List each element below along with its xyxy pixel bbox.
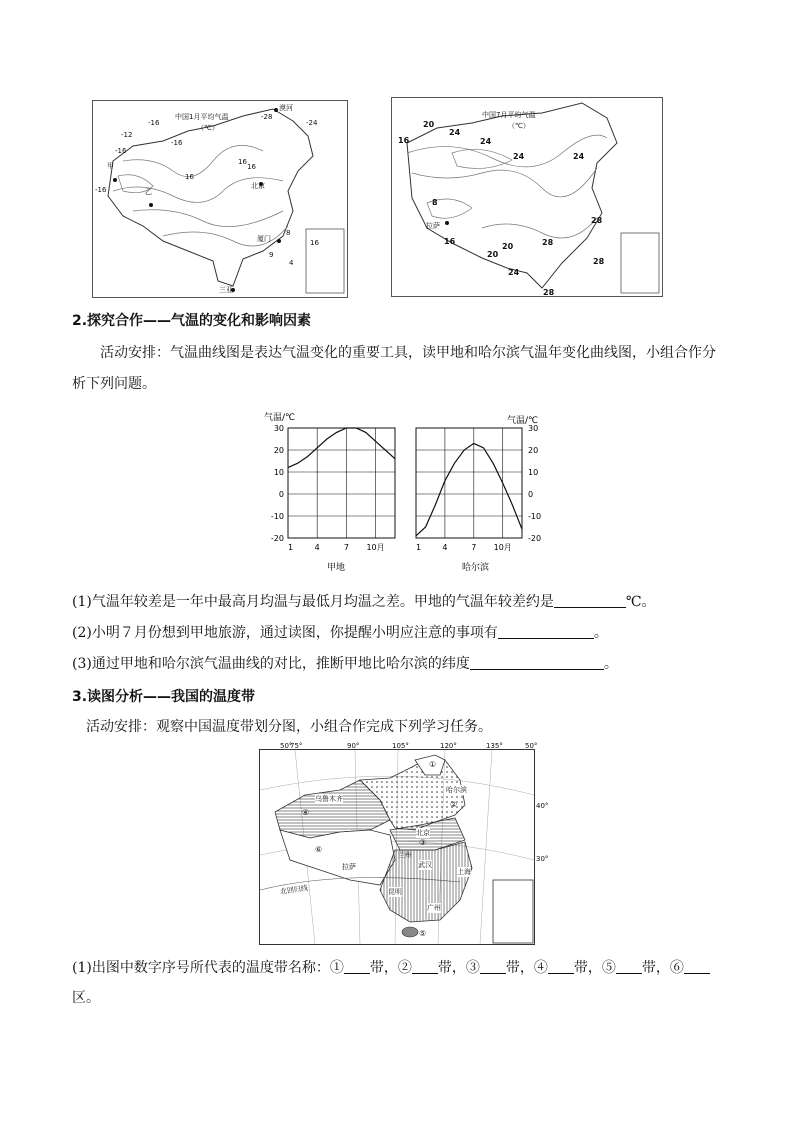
city-shanghai: 上海 xyxy=(457,868,471,876)
map-temperature-zones xyxy=(259,742,549,945)
chart1-ytick: -20 xyxy=(270,534,284,543)
label-16b: 16 xyxy=(185,173,194,181)
map-january xyxy=(92,100,348,298)
q1-text: (1)气温年较差是一年中最高月均温与最低月均温之差。甲地的气温年较差约是 xyxy=(72,594,554,610)
chart1-ytick: -10 xyxy=(270,512,284,521)
lasa-point xyxy=(445,221,449,225)
s3-q1-prefix: (1)出图中数字序号所代表的温度带名称：① xyxy=(72,960,344,976)
chart1-series-line xyxy=(288,428,395,468)
band-4: 带 xyxy=(573,960,588,976)
s3-q1-end: 区。 xyxy=(72,990,100,1006)
chart1-ytick: 0 xyxy=(278,490,284,499)
q3-line xyxy=(72,654,618,674)
q1-line xyxy=(72,592,656,612)
jul-20b: 20 xyxy=(502,242,514,251)
jul-16b: 16 xyxy=(444,237,456,246)
label-beijing: 北京 xyxy=(251,182,265,190)
label-16d: 16 xyxy=(310,239,319,247)
q2-text: (2)小明７月份想到甲地旅游，通过读图，你提醒小明应注意的事项有 xyxy=(72,625,498,641)
jul-20a: 20 xyxy=(423,120,435,129)
jul-28d: 28 xyxy=(543,288,555,297)
label-yi: 乙 xyxy=(145,188,152,196)
yi-point xyxy=(149,203,153,207)
label-16c: 16 xyxy=(238,158,247,166)
band-3: 带 xyxy=(505,960,520,976)
city-lasa: 拉萨 xyxy=(342,863,356,871)
jul-24b: 24 xyxy=(480,137,492,146)
chart1-xtick: 7 xyxy=(343,543,349,552)
lon-label-90: 90° xyxy=(347,742,360,750)
chart2-ytick: -20 xyxy=(528,534,542,543)
zone-num-4: ④ xyxy=(302,808,310,817)
jul-28b: 28 xyxy=(591,216,603,225)
section3-activity: 活动安排：观察中国温度带划分图，小组合作完成下列学习任务。 xyxy=(86,719,492,735)
n3: ③ xyxy=(465,960,480,976)
city-lanzhou: 兰州 xyxy=(398,851,412,859)
mohe-point xyxy=(274,108,278,112)
jul-lasa: 拉萨 xyxy=(426,222,440,230)
n6: ⑥ xyxy=(669,960,684,976)
jia-point xyxy=(113,178,117,182)
jul-24e: 24 xyxy=(508,268,520,277)
city-guangzhou: 广州 xyxy=(427,904,441,912)
section3-heading: 3.读图分析——我国的温度带 xyxy=(72,689,256,705)
label-n16c: -16 xyxy=(115,147,127,155)
jul-24c: 24 xyxy=(513,152,525,161)
zone-num-6: ⑥ xyxy=(315,845,323,854)
section2-activity-2: 析下列问题。 xyxy=(72,376,156,392)
lon-label-50: 50° xyxy=(280,742,293,750)
chart1-xtick: 10月 xyxy=(366,543,385,552)
label-n24: -24 xyxy=(306,119,318,127)
sep-3: ， xyxy=(519,960,534,976)
chart2-frame xyxy=(416,428,522,538)
q3-end: 。 xyxy=(603,656,618,672)
lon-label-120: 120° xyxy=(440,742,457,750)
chart1-xtick: 4 xyxy=(314,543,320,552)
lat-label-50r: 50° xyxy=(525,742,538,750)
lon-label-75: 75° xyxy=(290,742,303,750)
city-urumqi: 乌鲁木齐 xyxy=(315,795,343,803)
label-8: 8 xyxy=(286,229,291,237)
label-n16b: -16 xyxy=(171,139,183,147)
n4: ④ xyxy=(533,960,548,976)
label-n28: -28 xyxy=(261,113,273,121)
map-jul-title: 中国7月平均气温 xyxy=(482,111,536,119)
sep-4: ， xyxy=(587,960,602,976)
label-n16a: -16 xyxy=(148,119,160,127)
label-xiamen: 厦门 xyxy=(257,235,271,243)
chart2-xtick: 10月 xyxy=(493,543,512,552)
label-16a: 16 xyxy=(247,163,256,171)
band-5: 带 xyxy=(641,960,656,976)
zone-num-2: ② xyxy=(450,800,458,809)
jul-8: 8 xyxy=(432,198,438,207)
jul-28c: 28 xyxy=(593,257,605,266)
n5: ⑤ xyxy=(601,960,616,976)
lon-label-105: 105° xyxy=(392,742,409,750)
jul-20c: 20 xyxy=(487,250,499,259)
chart2-ylabel: 气温/℃ xyxy=(507,416,539,426)
label-mohe: 漠河 xyxy=(279,104,293,112)
map-jan-unit: （℃） xyxy=(197,124,219,132)
band-1: 带 xyxy=(369,960,384,976)
city-beijing: 北京 xyxy=(416,829,430,837)
xiamen-point xyxy=(277,239,281,243)
label-n16d: -16 xyxy=(95,186,107,194)
chart2-series-line xyxy=(416,443,522,535)
jul-28a: 28 xyxy=(542,238,554,247)
chart1-xtick: 1 xyxy=(288,543,294,552)
chart2-title: 哈尔滨 xyxy=(462,563,490,573)
q3-text: (3)通过甲地和哈尔滨气温曲线的对比，推断甲地比哈尔滨的纬度 xyxy=(72,656,470,672)
q2-line xyxy=(72,623,608,643)
city-harbin: 哈尔滨 xyxy=(446,786,467,794)
chart1-ytick: 10 xyxy=(273,468,284,477)
chart2-xtick: 7 xyxy=(471,543,477,552)
s3-q1-line xyxy=(72,958,710,978)
q1-answer-blank[interactable] xyxy=(554,593,626,608)
chart2-xtick: 1 xyxy=(416,543,422,552)
city-wuhan: 武汉 xyxy=(418,861,432,869)
label-jia: 甲 xyxy=(107,162,114,170)
zone4-blank[interactable] xyxy=(548,959,574,974)
chart2-ytick: 30 xyxy=(528,424,539,433)
chart1-title: 甲地 xyxy=(327,563,346,573)
chart1-ylabel: 气温/℃ xyxy=(264,413,296,423)
zone6-blank[interactable] xyxy=(684,959,710,974)
jul-24a: 24 xyxy=(449,128,461,137)
chart2-ytick: 0 xyxy=(528,490,534,499)
map-july xyxy=(391,97,663,297)
q2-answer-blank[interactable] xyxy=(498,624,594,639)
sep-2: ， xyxy=(451,960,466,976)
lat-label-40: 40° xyxy=(536,802,549,810)
label-4: 4 xyxy=(289,259,294,267)
lon-label-135: 135° xyxy=(486,742,503,750)
tropic-label: 北回归线 xyxy=(279,884,309,896)
jul-24d: 24 xyxy=(573,152,585,161)
city-kunming: 昆明 xyxy=(388,888,402,896)
jul-16a: 16 xyxy=(398,136,410,145)
map-jul-unit: （℃） xyxy=(508,122,530,130)
n2: ② xyxy=(397,960,412,976)
sep-5: ， xyxy=(655,960,670,976)
label-sanya: 三亚 xyxy=(219,286,233,294)
zone3-blank[interactable] xyxy=(480,959,506,974)
zone-num-1: ① xyxy=(429,760,437,769)
lat-label-30: 30° xyxy=(536,855,549,863)
section2-heading: 2.探究合作——气温的变化和影响因素 xyxy=(72,313,312,329)
zone-num-5: ⑤ xyxy=(419,929,427,938)
temperature-charts xyxy=(252,408,552,578)
zone1-blank[interactable] xyxy=(344,959,370,974)
zone-num-3: ③ xyxy=(419,838,427,847)
q1-unit: ℃。 xyxy=(625,594,656,610)
q2-end: 。 xyxy=(593,625,608,641)
chart1-ytick: 30 xyxy=(273,424,284,433)
chart2-ytick: -10 xyxy=(528,512,542,521)
q3-answer-blank[interactable] xyxy=(470,655,604,670)
section2-activity-1: 活动安排：气温曲线图是表达气温变化的重要工具，读甲地和哈尔滨气温年变化曲线图，小组合作分 xyxy=(100,345,716,361)
sep-1: ， xyxy=(383,960,398,976)
zone5-blank[interactable] xyxy=(616,959,642,974)
band-2: 带 xyxy=(437,960,452,976)
chart1-ytick: 20 xyxy=(273,446,284,455)
label-n12: -12 xyxy=(121,131,133,139)
chart2-xtick: 4 xyxy=(442,543,448,552)
chart2-ytick: 20 xyxy=(528,446,539,455)
chart2-ytick: 10 xyxy=(528,468,539,477)
zone2-blank[interactable] xyxy=(412,959,438,974)
label-9: 9 xyxy=(269,251,274,259)
map-jan-title: 中国1月平均气温 xyxy=(175,113,229,121)
